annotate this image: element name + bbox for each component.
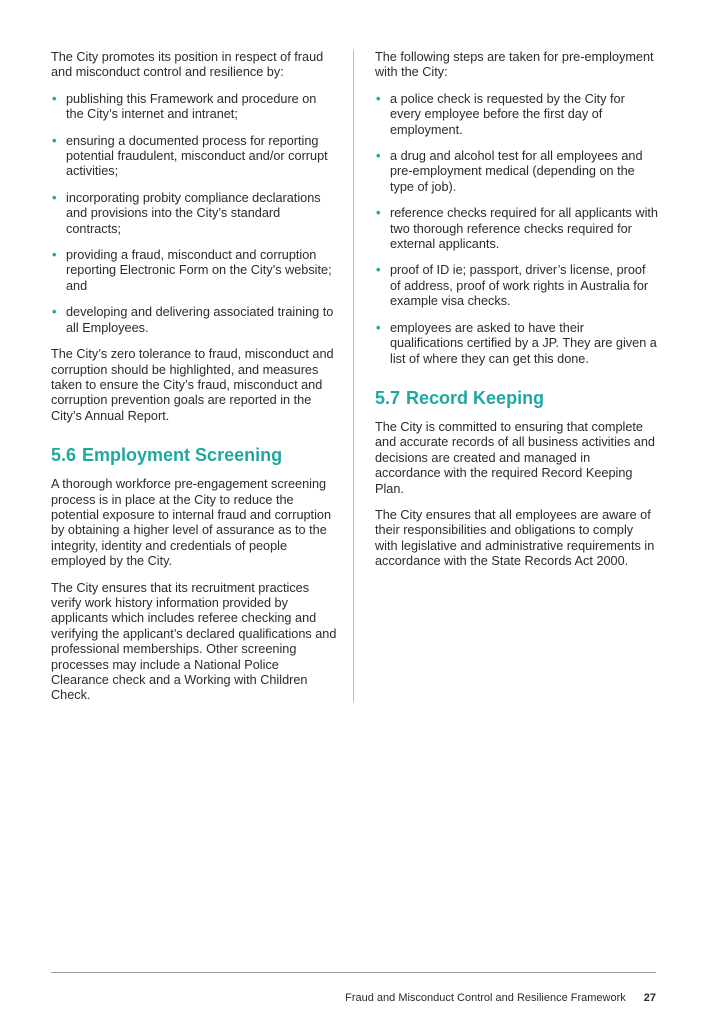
left-summary-paragraph: The City’s zero tolerance to fraud, misconduct and corruption should be highlighted, and measures taken to ensure the City’s fraud, misconduct and corruption prevention goals are reported in the City’s Annual Report. <box>51 347 334 423</box>
section-number: 5.7 <box>375 387 401 408</box>
page-footer <box>345 991 656 1005</box>
section-title: Record Keeping <box>406 387 545 408</box>
column-divider <box>353 50 354 702</box>
section-heading-5-6 <box>51 444 337 466</box>
list-item: • publishing this Framework and procedure on the City’s internet and intranet; <box>52 91 317 122</box>
footer-document-title: Fraud and Misconduct Control and Resilience Framework <box>345 992 626 1004</box>
list-item: • employees are asked to have their qualifications certified by a JP. They are given a list of where they can get this done. <box>376 320 657 366</box>
bullet-icon: • <box>376 206 381 221</box>
bullet-icon: • <box>52 190 57 205</box>
right-intro-paragraph: The following steps are taken for pre-employment with the City: <box>375 50 654 80</box>
list-item: • providing a fraud, misconduct and corruption reporting Electronic Form on the City’s website; and <box>52 248 332 293</box>
bullet-icon: • <box>52 133 57 148</box>
left-column <box>51 50 337 715</box>
list-item: • proof of ID ie; passport, driver’s license, proof of address, proof of work rights in Australia for example visa checks. <box>376 263 649 309</box>
page-number: 27 <box>643 992 656 1004</box>
section-number: 5.6 <box>51 445 77 466</box>
bullet-icon: • <box>376 91 381 106</box>
list-item: • developing and delivering associated training to all Employees. <box>52 305 334 335</box>
bullet-icon: • <box>376 149 381 164</box>
list-item: • ensuring a documented process for reporting potential fraudulent, misconduct and/or corrupt activities; <box>52 133 328 179</box>
right-column <box>375 50 659 581</box>
record-keeping-paragraph-2: The City ensures that all employees are aware of their responsibilities and obligations to comply with legislative and administrative requirements in accordance with the State Records Act 2000. <box>375 507 655 569</box>
list-item: • reference checks required for all applicants with two thorough reference checks required for external applicants. <box>376 206 658 252</box>
bullet-icon: • <box>52 248 57 263</box>
list-item: • incorporating probity compliance declarations and provisions into the City’s standard contracts; <box>52 190 321 236</box>
section-title: Employment Screening <box>82 445 283 466</box>
bullet-icon: • <box>376 263 381 278</box>
bullet-icon: • <box>52 91 57 106</box>
left-bullet-list <box>51 92 337 336</box>
left-intro-paragraph: The City promotes its position in respect of fraud and misconduct control and resilience by: <box>51 50 324 80</box>
bullet-icon: • <box>52 305 57 320</box>
record-keeping-paragraph-1: The City is committed to ensuring that complete and accurate records of all business activities and decisions are created and managed in accordance with the required Record Keeping Plan. <box>375 419 655 496</box>
list-item: • a police check is requested by the City for every employee before the first day of employment. <box>376 91 625 137</box>
employment-screening-paragraph-2: The City ensures that its recruitment practices verify work history information provided by applicants which includes referee checking and verifying the applicant’s declared qualifications and professional memberships. Other screening processes may include a National Police Clearance check and a Working with Children Check. <box>51 580 337 703</box>
section-heading-5-7 <box>375 387 659 409</box>
employment-screening-paragraph-1: A thorough workforce pre-engagement screening process is in place at the City to reduce the potential exposure to internal fraud and corruption by obtaining a higher level of assurance as to the integrity, identity and credentials of people employed by the City. <box>51 477 332 569</box>
bullet-icon: • <box>376 320 381 335</box>
footer-rule <box>51 972 656 973</box>
right-bullet-list <box>375 92 659 367</box>
list-item: • a drug and alcohol test for all employees and pre-employment medical (depending on the type of job). <box>376 149 643 194</box>
